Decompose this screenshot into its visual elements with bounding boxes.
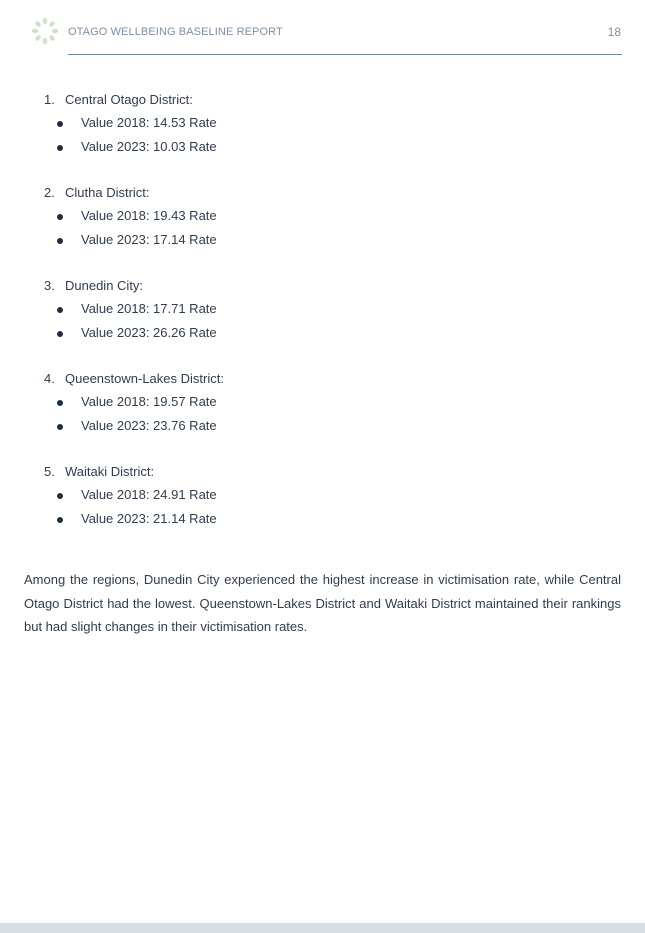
value-item	[0, 390, 645, 414]
district-item	[0, 88, 645, 158]
district-list	[0, 88, 645, 553]
district-name: Queenstown-Lakes District:	[65, 371, 224, 386]
value-text: Value 2018: 24.91 Rate	[81, 487, 217, 502]
header-divider	[68, 54, 622, 55]
value-item	[0, 204, 645, 228]
value-item	[0, 507, 645, 531]
value-text: Value 2023: 26.26 Rate	[81, 324, 217, 340]
value-item	[0, 111, 645, 135]
bullet-icon	[57, 424, 63, 430]
value-text: Value 2023: 21.14 Rate	[81, 510, 217, 526]
district-name: Dunedin City:	[65, 278, 144, 293]
value-item	[0, 228, 645, 252]
district-item	[0, 367, 645, 437]
district-number: 3.	[44, 278, 55, 293]
footer-bar	[0, 923, 645, 933]
value-text: Value 2023: 17.14 Rate	[81, 231, 217, 247]
value-item	[0, 321, 645, 345]
bullet-icon	[57, 121, 63, 127]
district-item	[0, 460, 645, 530]
value-item	[0, 297, 645, 321]
summary-paragraph: Among the regions, Dunedin City experienced the highest increase in victimisation rate, while Central Otago District had the lowest. Queenstown-Lakes District and Waitaki District maintained their rankings but had slight changes in their victimisation rates.	[24, 572, 621, 634]
bullet-icon	[57, 214, 63, 220]
report-title: OTAGO WELLBEING BASELINE REPORT	[68, 26, 283, 38]
value-item	[0, 483, 645, 507]
value-text: Value 2018: 17.71 Rate	[81, 301, 217, 316]
district-item	[0, 181, 645, 251]
district-item	[0, 274, 645, 344]
bullet-icon	[57, 238, 63, 244]
page-header	[0, 0, 645, 60]
bullet-icon	[57, 400, 63, 406]
district-name: Central Otago District:	[65, 92, 193, 107]
district-name: Clutha District:	[65, 185, 150, 200]
district-number: 2.	[44, 185, 55, 200]
page-number: 18	[607, 25, 621, 39]
district-number: 1.	[44, 92, 55, 107]
value-item	[0, 414, 645, 438]
district-number: 5.	[44, 464, 55, 479]
value-text: Value 2018: 19.43 Rate	[81, 208, 217, 223]
bullet-icon	[57, 145, 63, 151]
value-text: Value 2023: 23.76 Rate	[81, 417, 217, 433]
value-text: Value 2023: 10.03 Rate	[81, 138, 217, 154]
wreath-logo-icon	[32, 18, 58, 44]
value-text: Value 2018: 14.53 Rate	[81, 115, 217, 130]
value-text: Value 2018: 19.57 Rate	[81, 394, 217, 409]
bullet-icon	[57, 493, 63, 499]
bullet-icon	[57, 331, 63, 337]
district-name: Waitaki District:	[65, 464, 155, 479]
bullet-icon	[57, 307, 63, 313]
bullet-icon	[57, 517, 63, 523]
value-item	[0, 135, 645, 159]
district-number: 4.	[44, 371, 55, 386]
